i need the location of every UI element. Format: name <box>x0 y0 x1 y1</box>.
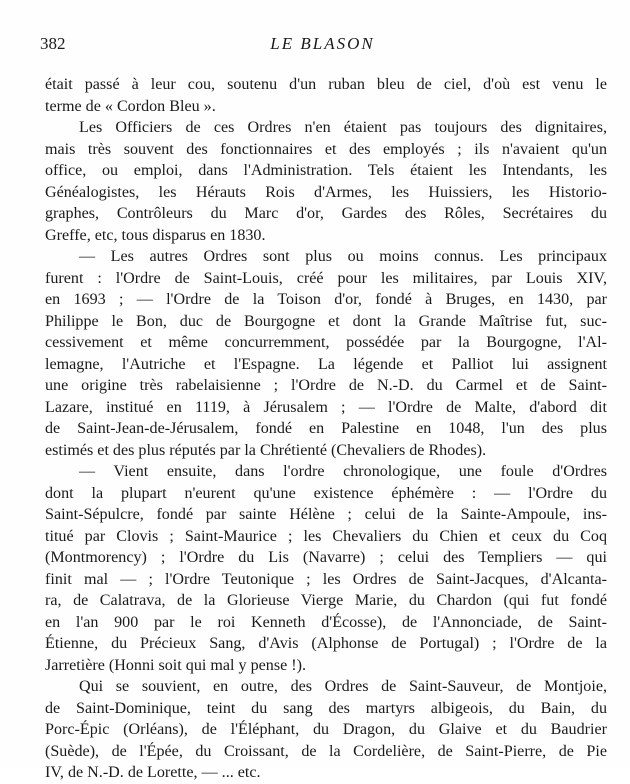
text-line: Lazare, institué en 1119, à Jérusalem ; — l'Ordre de Malte, d'abord dit <box>45 398 607 416</box>
running-head: LE BLASON <box>270 34 375 53</box>
text-line: ra, de Calatrava, de la Glorieuse Vierge Marie, du Chardon (qui fut fondé <box>45 592 607 609</box>
text-line: cessivement et même concurremment, possédée par la Bourgogne, l'Al- <box>45 334 607 351</box>
text-line: en 1693 ; — l'Ordre de la Toison d'or, fondé à Bruges, en 1430, par <box>45 291 607 308</box>
page-header <box>40 32 605 56</box>
text-line: titué par Clovis ; Saint-Maurice ; les Chevaliers du Chien et ceux du Coq <box>45 527 607 545</box>
text-line: Qui se souvient, en outre, des Ordres de Saint-Sauveur, de Montjoie, <box>79 678 607 695</box>
text-line: Greffe, etc, tous disparus en 1830. <box>45 226 266 244</box>
text-line: — Vient ensuite, dans l'ordre chronologique, une foule d'Ordres <box>79 463 607 480</box>
text-line: en l'an 900 par le roi Kenneth d'Écosse), de l'Annonciade, de Saint- <box>45 613 607 631</box>
text-line: une origine très rabelaisienne ; l'Ordre de N.-D. du Carmel et de Saint- <box>45 377 607 394</box>
page-number: 382 <box>40 34 66 53</box>
text-line: lemagne, l'Autriche et l'Espagne. La légende et Palliot lui assignent <box>45 355 607 373</box>
text-line: dont la plupart n'eurent qu'une existence éphémère : — l'Ordre du <box>45 484 607 502</box>
text-line: Généalogistes, les Hérauts Rois d'Armes, les Huissiers, les Historio- <box>45 183 607 201</box>
text-line: Étienne, du Précieux Sang, d'Avis (Alphonse de Portugal) ; l'Ordre de la <box>45 635 607 652</box>
text-line: graphes, Contrôleurs du Marc d'or, Gardes des Rôles, Secrétaires du <box>45 205 607 222</box>
text-line: IV, de N.-D. de Lorette, — ... etc. <box>45 764 261 781</box>
text-line: finit mal — ; l'Ordre Teutonique ; les Ordres de Saint-Jacques, d'Alcanta- <box>45 570 607 588</box>
text-line: Saint-Sépulcre, fondé par sainte Hélène ; celui de la Sainte-Ampoule, ins- <box>45 506 607 523</box>
text-line: Porc-Épic (Orléans), de l'Éléphant, du Dragon, du Glaive et du Baudrier <box>45 721 607 738</box>
text-line: — Les autres Ordres sont plus ou moins connus. Les principaux <box>79 248 607 265</box>
text-line: (Suède), de l'Épée, du Croissant, de la Cordelière, de Saint-Pierre, de Pie <box>45 742 607 760</box>
text-line: furent : l'Ordre de Saint-Louis, créé pour les militaires, par Louis XIV, <box>45 269 607 287</box>
text-line: Philippe le Bon, duc de Bourgogne et dont la Grande Maîtrise fut, suc- <box>45 312 607 330</box>
text-line: de Saint-Dominique, teint du sang des martyrs albigeois, du Bain, du <box>45 699 607 717</box>
body-text <box>45 74 607 784</box>
text-line: (Montmorency) ; l'Ordre du Lis (Navarre) ; celui des Templiers — qui <box>45 549 607 566</box>
text-line: de Saint-Jean-de-Jérusalem, fondé en Palestine en 1048, l'un des plus <box>45 420 607 437</box>
text-line: Les Officiers de ces Ordres n'en étaient pas toujours des dignitaires, <box>79 119 607 136</box>
text-line: était passé à leur cou, soutenu d'un ruban bleu de ciel, d'où est venu le <box>45 76 607 93</box>
text-line: terme de « Cordon Bleu ». <box>45 97 216 115</box>
text-line: Jarretière (Honni soit qui mal y pense !). <box>45 656 306 674</box>
text-line: mais très souvent des fonctionnaires et des employés ; ils n'avaient qu'un <box>45 140 607 158</box>
text-line: office, ou emploi, dans l'Administration. Tels étaient les Intendants, les <box>45 162 607 179</box>
text-line: estimés et des plus réputés par la Chrétienté (Chevaliers de Rhodes). <box>45 441 487 459</box>
